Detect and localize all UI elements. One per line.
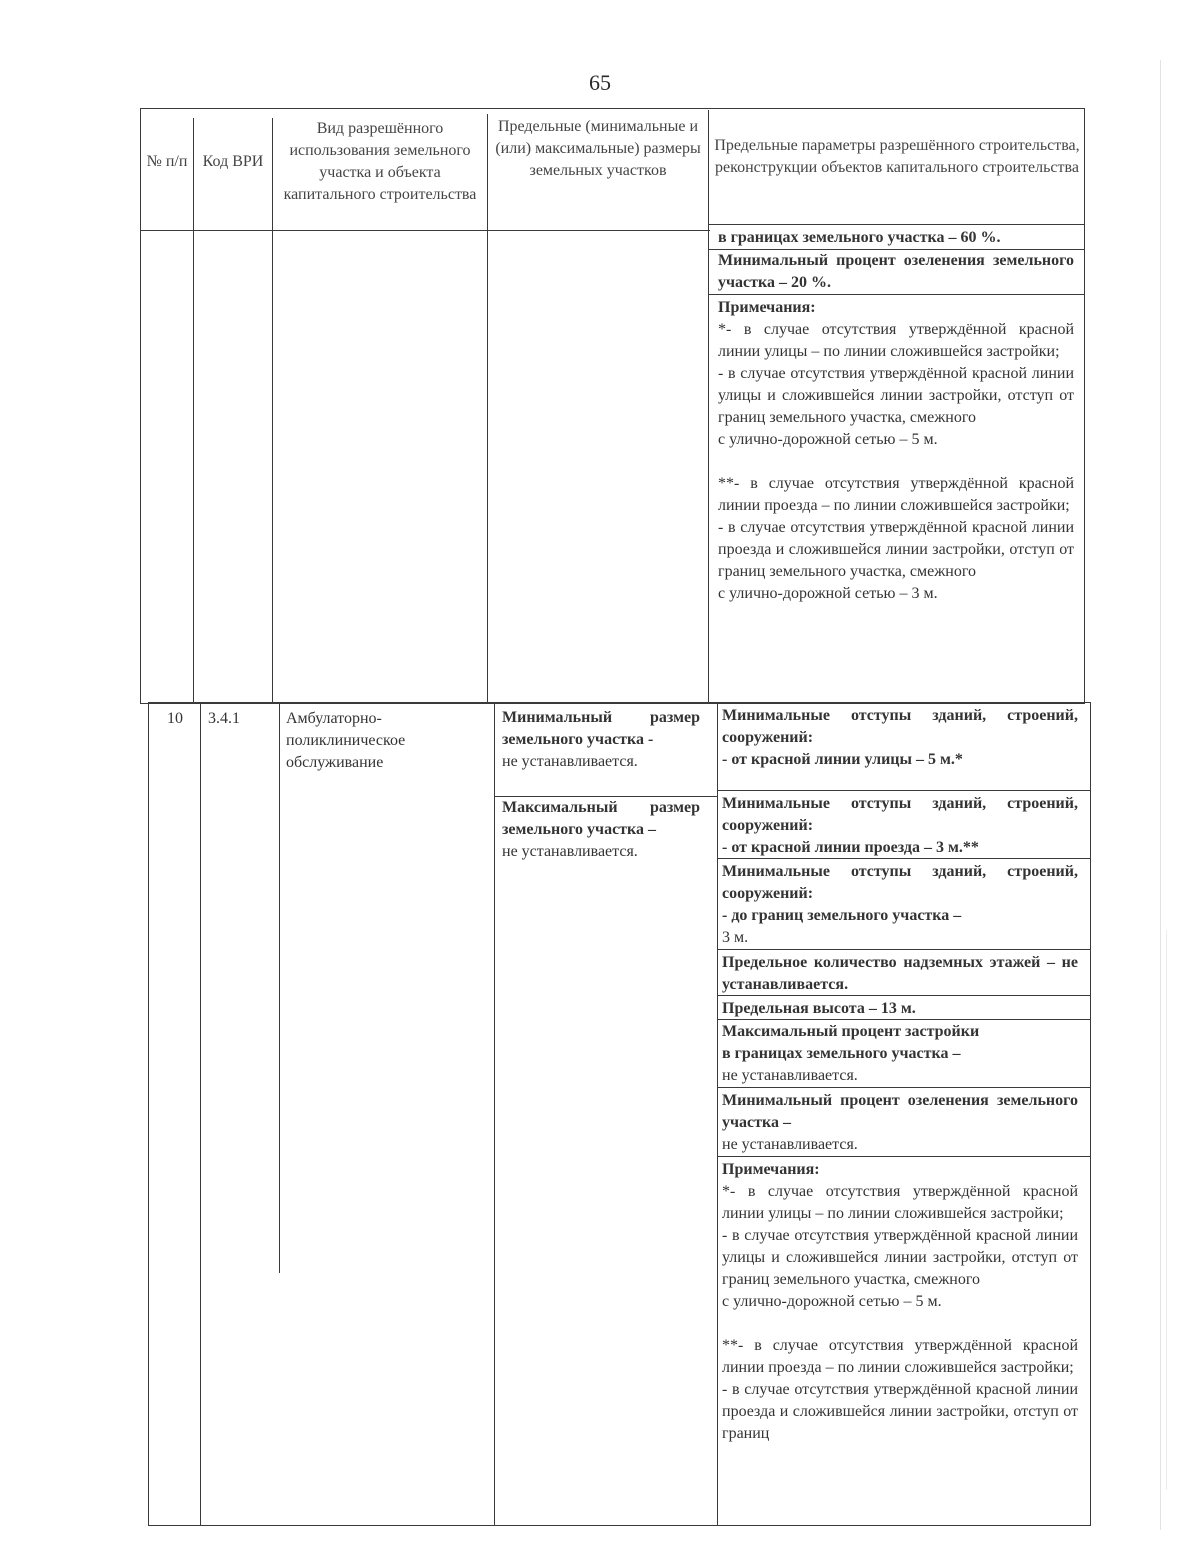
note-line: *- в случае отсутствия утверждённой красной линии улицы – по линии сложившейся застройки; bbox=[718, 321, 1074, 360]
row-code: 3.4.1 bbox=[208, 710, 240, 727]
header-use-type: Вид разрешённого использования земельного участка и объекта капитального строительства bbox=[283, 120, 477, 203]
header-code: Код ВРИ bbox=[202, 153, 264, 170]
build-percent-tail: в границах земельного участка – 60 %. bbox=[718, 229, 1001, 246]
note-line: *- в случае отсутствия утверждённой красной линии улицы – по линии сложившейся застройки; bbox=[722, 1183, 1078, 1222]
build-percent-line-2: в границах земельного участка – bbox=[722, 1045, 961, 1062]
setback-street-value: - от красной линии улицы – 5 м.* bbox=[722, 751, 963, 768]
setback-road-title: Минимальные отступы зданий, строений, сооружений: bbox=[722, 795, 1078, 834]
note-spacer bbox=[722, 1313, 1078, 1335]
note-line: **- в случае отсутствия утверждённой красной линии проезда – по линии сложившейся застройки; bbox=[722, 1337, 1078, 1376]
green-percent-value: не устанавливается. bbox=[722, 1136, 858, 1153]
setback-plot-value: - до границ земельного участка – bbox=[722, 907, 962, 924]
build-percent-title: Максимальный процент застройки bbox=[722, 1023, 980, 1040]
note-line: - в случае отсутствия утверждённой красной линии улицы и сложившейся линии застройки, отступ от границ земельного участка, смежного bbox=[718, 365, 1074, 426]
note-line: с улично-дорожной сетью – 5 м. bbox=[722, 1293, 942, 1310]
notes-title: Примечания: bbox=[722, 1161, 820, 1178]
green-percent-title: Минимальный процент озеленения земельного участка – bbox=[722, 1092, 1078, 1131]
setback-road-value: - от красной линии проезда – 3 м.** bbox=[722, 839, 979, 856]
height-limit: Предельная высота – 13 м. bbox=[722, 1000, 916, 1017]
note-line: **- в случае отсутствия утверждённой красной линии проезда – по линии сложившейся застройки; bbox=[718, 475, 1074, 514]
header-number: № п/п bbox=[146, 153, 188, 170]
build-percent-value: не устанавливается. bbox=[722, 1067, 858, 1084]
scan-edge-mark bbox=[1160, 60, 1161, 1530]
note-line: - в случае отсутствия утверждённой красной линии улицы и сложившейся линии застройки, отступ от границ земельного участка, смежного bbox=[722, 1227, 1078, 1288]
min-plot-size-value: не устанавливается. bbox=[502, 753, 638, 770]
header-plot-sizes: Предельные (минимальные и (или) максимальные) размеры земельных участков bbox=[495, 118, 701, 179]
green-percent: Минимальный процент озеленения земельного участка – 20 %. bbox=[718, 252, 1074, 291]
note-line: - в случае отсутствия утверждённой красной линии проезда и сложившейся линии застройки, отступ от границ bbox=[722, 1381, 1078, 1442]
header-build-params: Предельные параметры разрешённого строительства, реконструкции объектов капитального строительства bbox=[714, 137, 1080, 176]
note-line: с улично-дорожной сетью – 3 м. bbox=[718, 585, 938, 602]
notes-block bbox=[718, 297, 1074, 605]
max-plot-size-title: Максимальный размер земельного участка – bbox=[502, 799, 700, 838]
note-line: с улично-дорожной сетью – 5 м. bbox=[718, 431, 938, 448]
build-percent bbox=[722, 1021, 1078, 1087]
green-percent-row10 bbox=[722, 1090, 1078, 1156]
setback-plot-title: Минимальные отступы зданий, строений, сооружений: bbox=[722, 863, 1078, 902]
min-plot-size bbox=[502, 707, 700, 773]
setback-street-title: Минимальные отступы зданий, строений, сооружений: bbox=[722, 707, 1078, 746]
notes-block-row10 bbox=[722, 1159, 1078, 1445]
floors-limit: Предельное количество надземных этажей – не устанавливается. bbox=[722, 954, 1078, 993]
setback-street bbox=[722, 705, 1078, 771]
row-use-type: Амбулаторно-поликлиническое обслуживание bbox=[286, 710, 406, 771]
notes-title: Примечания: bbox=[718, 299, 816, 316]
note-spacer bbox=[718, 451, 1074, 473]
row-number: 10 bbox=[167, 710, 183, 727]
min-plot-size-title: Минимальный размер земельного участка - bbox=[502, 709, 700, 748]
setback-plot-value-2: 3 м. bbox=[722, 929, 749, 946]
setback-road bbox=[722, 793, 1078, 859]
note-line: - в случае отсутствия утверждённой красной линии проезда и сложившейся линии застройки, отступ от границ земельного участка, смежного bbox=[718, 519, 1074, 580]
page-number: 65 bbox=[589, 70, 611, 95]
max-plot-size bbox=[502, 797, 700, 863]
scan-edge-mark bbox=[1166, 930, 1167, 1490]
setback-plot bbox=[722, 861, 1078, 949]
max-plot-size-value: не устанавливается. bbox=[502, 843, 638, 860]
